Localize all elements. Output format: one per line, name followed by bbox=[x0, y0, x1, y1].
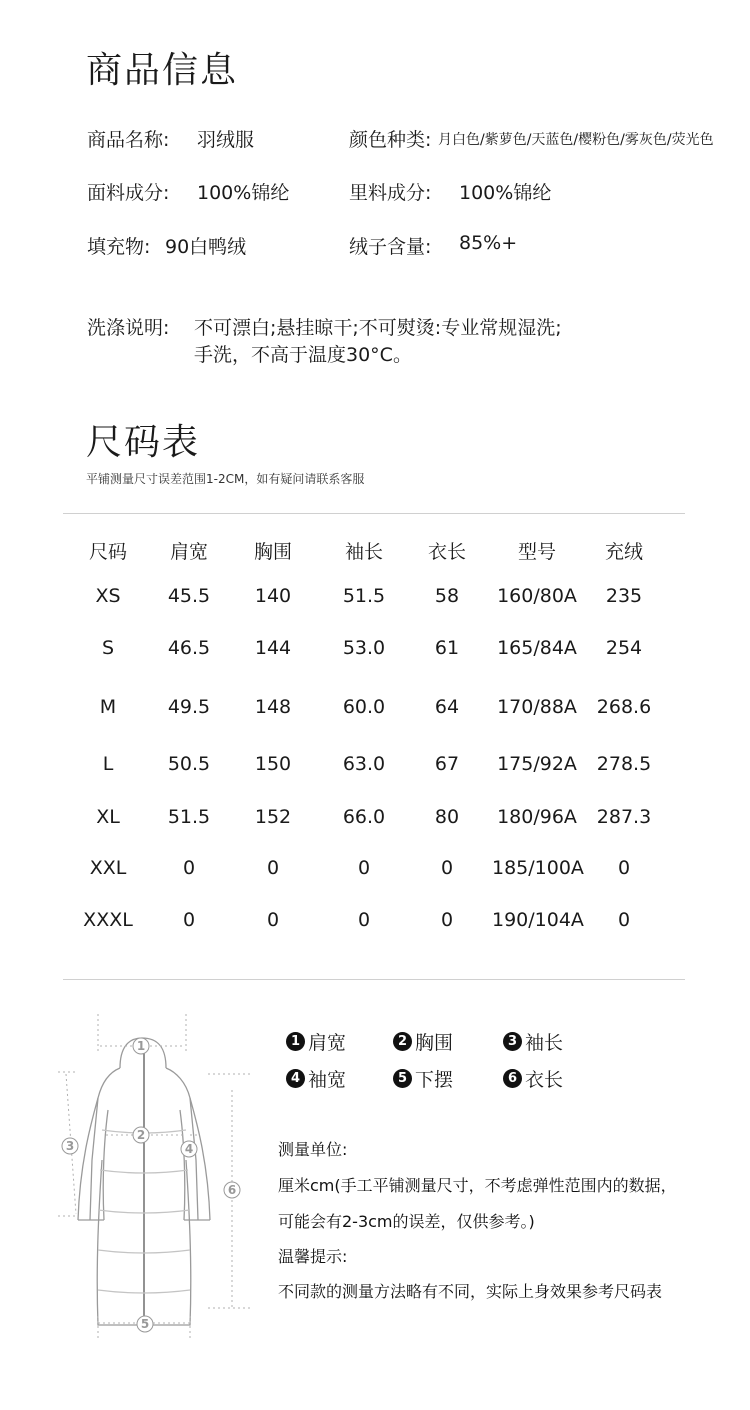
fabric-value: 100%锦纶 bbox=[197, 182, 290, 204]
colors-label: 颜色种类: bbox=[349, 129, 432, 151]
table-cell: 80 bbox=[434, 806, 460, 828]
table-cell: 0 bbox=[617, 909, 631, 931]
down-value: 85%+ bbox=[459, 232, 518, 254]
legend-item: 3 袖长 bbox=[503, 1028, 563, 1055]
table-cell: M bbox=[99, 696, 117, 718]
table-cell: 0 bbox=[266, 909, 280, 931]
table-cell: S bbox=[101, 637, 115, 659]
wash-line-1: 不可漂白;悬挂晾干;不可熨烫:专业常规湿洗; bbox=[194, 317, 562, 339]
unit-label: 测量单位: bbox=[278, 1140, 348, 1159]
table-cell: 46.5 bbox=[167, 637, 211, 659]
table-cell: XL bbox=[96, 806, 120, 828]
svg-text:6: 6 bbox=[227, 1183, 237, 1197]
table-cell: 180/96A bbox=[497, 806, 577, 828]
svg-text:3: 3 bbox=[65, 1139, 75, 1153]
down-label: 绒子含量: bbox=[349, 236, 432, 258]
table-cell: 278.5 bbox=[596, 753, 652, 775]
table-header-cell: 衣长 bbox=[427, 541, 466, 563]
table-cell: XXL bbox=[89, 857, 127, 879]
wash-line-2: 手洗，不高于温度30°C。 bbox=[194, 344, 412, 366]
table-cell: 67 bbox=[434, 753, 460, 775]
svg-text:2: 2 bbox=[136, 1128, 146, 1142]
legend-item: 6 衣长 bbox=[503, 1065, 563, 1092]
table-cell: 160/80A bbox=[497, 585, 577, 607]
size-chart-title: 尺码表 bbox=[86, 422, 201, 463]
table-cell: L bbox=[102, 753, 114, 775]
table-cell: 0 bbox=[440, 857, 454, 879]
table-cell: XXXL bbox=[83, 909, 133, 931]
table-cell: 49.5 bbox=[167, 696, 211, 718]
table-cell: 254 bbox=[605, 637, 643, 659]
unit-line-1: 厘米cm(手工平铺测量尺寸，不考虑弹性范围内的数据， bbox=[278, 1176, 677, 1195]
table-cell: 190/104A bbox=[492, 909, 584, 931]
table-cell: 58 bbox=[434, 585, 460, 607]
table-cell: 148 bbox=[254, 696, 292, 718]
tip-text: 不同款的测量方法略有不同，实际上身效果参考尺码表 bbox=[278, 1282, 663, 1301]
tip-label: 温馨提示: bbox=[278, 1247, 348, 1266]
table-cell: 60.0 bbox=[342, 696, 386, 718]
table-cell: 53.0 bbox=[342, 637, 386, 659]
table-cell: 0 bbox=[617, 857, 631, 879]
legend-item: 2 胸围 bbox=[393, 1028, 453, 1055]
table-cell: 0 bbox=[266, 857, 280, 879]
table-header-cell: 胸围 bbox=[253, 541, 292, 563]
table-header-cell: 肩宽 bbox=[169, 541, 208, 563]
table-cell: 0 bbox=[357, 909, 371, 931]
wash-label: 洗涤说明: bbox=[87, 317, 170, 339]
table-cell: 185/100A bbox=[492, 857, 584, 879]
table-cell: 51.5 bbox=[167, 806, 211, 828]
svg-text:1: 1 bbox=[136, 1039, 146, 1053]
right-sleeve bbox=[180, 1098, 210, 1220]
table-cell: 170/88A bbox=[497, 696, 577, 718]
divider bbox=[63, 513, 685, 514]
legend-item: 1 肩宽 bbox=[286, 1028, 346, 1055]
table-cell: 287.3 bbox=[596, 806, 652, 828]
fabric-label: 面料成分: bbox=[87, 182, 170, 204]
table-cell: 0 bbox=[357, 857, 371, 879]
name-label: 商品名称: bbox=[87, 129, 170, 151]
table-cell: 0 bbox=[182, 857, 196, 879]
filling-label: 填充物: bbox=[87, 236, 151, 258]
table-cell: 144 bbox=[254, 637, 292, 659]
coat-diagram bbox=[40, 1010, 270, 1355]
table-cell: 150 bbox=[254, 753, 292, 775]
lining-value: 100%锦纶 bbox=[459, 182, 552, 204]
table-cell: 0 bbox=[440, 909, 454, 931]
name-value: 羽绒服 bbox=[197, 129, 255, 151]
lining-label: 里料成分: bbox=[349, 182, 432, 204]
product-info-title: 商品信息 bbox=[86, 50, 239, 91]
table-header-cell: 尺码 bbox=[88, 541, 127, 563]
table-cell: 50.5 bbox=[167, 753, 211, 775]
table-cell: XS bbox=[95, 585, 121, 607]
table-cell: 64 bbox=[434, 696, 460, 718]
table-cell: 0 bbox=[182, 909, 196, 931]
table-header-cell: 袖长 bbox=[344, 541, 383, 563]
table-cell: 63.0 bbox=[342, 753, 386, 775]
size-chart-note: 平铺测量尺寸误差范围1-2CM，如有疑问请联系客服 bbox=[86, 472, 365, 486]
filling-value: 90白鸭绒 bbox=[165, 236, 247, 258]
table-cell: 140 bbox=[254, 585, 292, 607]
legend-item: 4 袖宽 bbox=[286, 1065, 346, 1092]
table-cell: 51.5 bbox=[342, 585, 386, 607]
table-cell: 235 bbox=[605, 585, 643, 607]
table-cell: 61 bbox=[434, 637, 460, 659]
divider bbox=[63, 979, 685, 980]
left-sleeve bbox=[78, 1098, 108, 1220]
table-cell: 66.0 bbox=[342, 806, 386, 828]
svg-text:4: 4 bbox=[184, 1142, 194, 1156]
table-cell: 165/84A bbox=[497, 637, 577, 659]
colors-value: 月白色/紫萝色/天蓝色/樱粉色/雾灰色/荧光色 bbox=[438, 132, 714, 148]
table-cell: 268.6 bbox=[596, 696, 652, 718]
legend-item: 5 下摆 bbox=[393, 1065, 453, 1092]
table-cell: 175/92A bbox=[497, 753, 577, 775]
table-cell: 152 bbox=[254, 806, 292, 828]
svg-text:5: 5 bbox=[140, 1317, 150, 1331]
table-header-cell: 充绒 bbox=[604, 541, 643, 563]
table-cell: 45.5 bbox=[167, 585, 211, 607]
unit-line-2: 可能会有2-3cm的误差，仅供参考。) bbox=[278, 1212, 535, 1231]
table-header-cell: 型号 bbox=[517, 541, 556, 563]
